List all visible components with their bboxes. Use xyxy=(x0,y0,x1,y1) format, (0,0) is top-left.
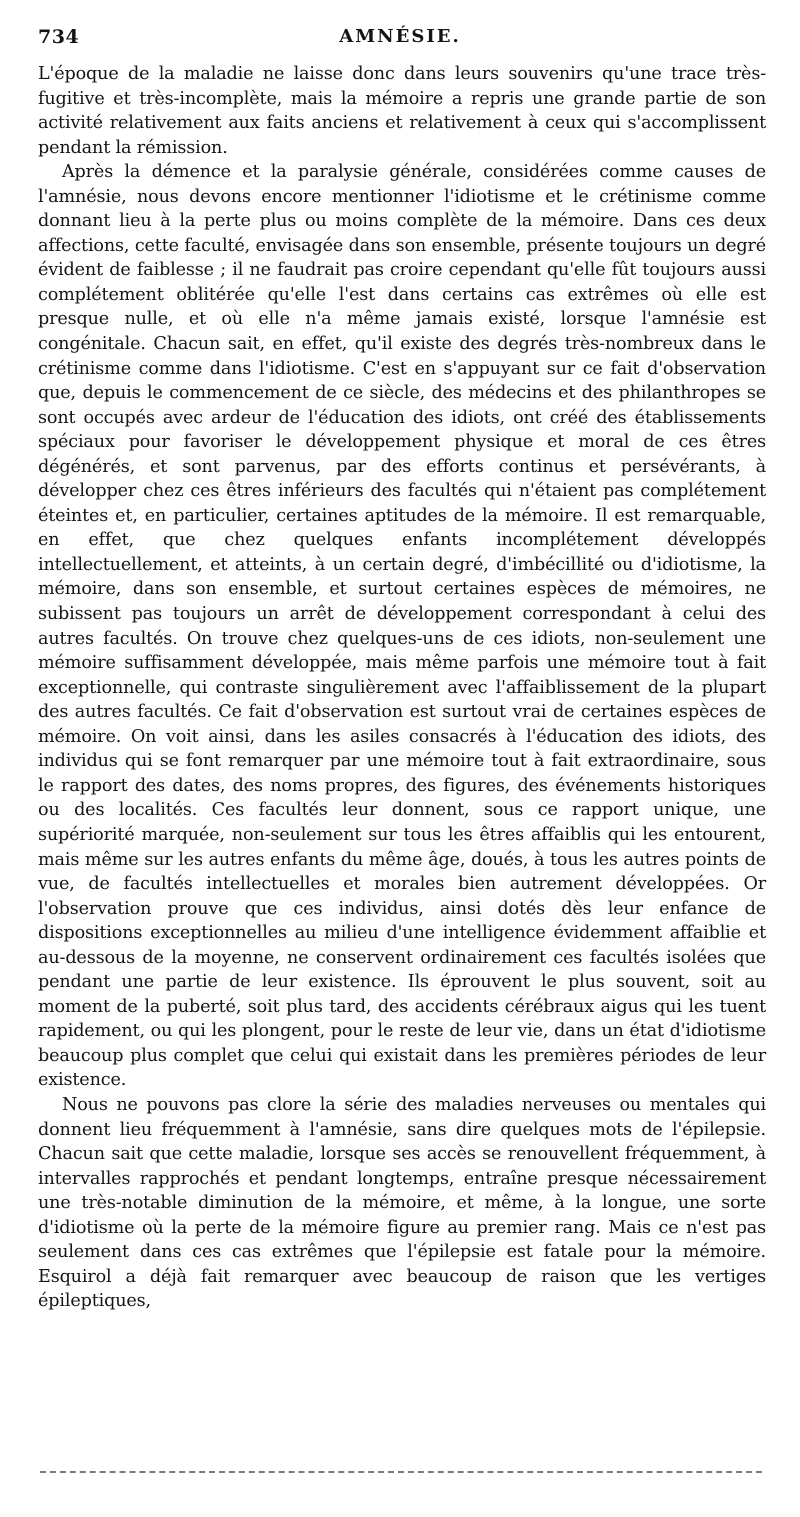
footer-rule xyxy=(40,1471,762,1473)
running-title: AMNÉSIE. xyxy=(339,26,461,47)
running-head xyxy=(38,26,762,56)
paragraph-idiotism-cretinism: Après la démence et la paralysie générale, considérées comme causes de l'amnésie, nous devons encore mentionner l'idiotisme et le crétinisme comme donnant lieu à la perte plus ou moins complète de la mémoire. Dans ces deux affections, cette faculté, envisagée dans son ensemble, présente toujours un degré évident de faiblesse ; il ne faudrait pas croire cependant qu'elle fût toujours aussi complétement oblitérée qu'elle l'est dans certains cas extrêmes où elle est presque nulle, et où elle n'a même jamais existé, lorsque l'amnésie est congénitale. Chacun sait, en effet, qu'il existe des degrés très-nombreux dans le crétinisme comme dans l'idiotisme. C'est en s'appuyant sur ce fait d'observation que, depuis le commencement de ce siècle, des médecins et des philanthropes se sont occupés avec ardeur de l'éducation des idiots, ont créé des établissements spéciaux pour favoriser le développement physique et moral de ces êtres dégénérés, et sont parvenus, par des efforts continus et persévérants, à développer chez ces êtres inférieurs des facultés qui n'étaient pas complétement éteintes et, en particulier, certaines aptitudes de la mémoire. Il est remarquable, en effet, que chez quelques enfants incomplétement développés intellectuellement, et atteints, à un certain degré, d'imbécillité ou d'idiotisme, la mémoire, dans son ensemble, et surtout certaines espèces de mémoires, ne subissent pas toujours un arrêt de développement correspondant à celui des autres facultés. On trouve chez quelques-uns de ces idiots, non-seulement une mémoire suffisamment développée, mais même parfois une mémoire tout à fait exceptionnelle, qui contraste singulièrement avec l'affaiblissement de la plupart des autres facultés. Ce fait d'observation est surtout vrai de certaines espèces de mémoire. On voit ainsi, dans les asiles consacrés à l'éducation des idiots, des individus qui se font remarquer par une mémoire tout à fait extraordinaire, sous le rapport des dates, des noms propres, des figures, des événements historiques ou des localités. Ces facultés leur donnent, sous ce rapport unique, une supériorité marquée, non-seulement sur tous les êtres affaiblis qui les entourent, mais même sur les autres enfants du même âge, doués, à tous les autres points de vue, de facultés intellectuelles et morales bien autrement développées. Or l'observation prouve que ces individus, ainsi dotés dès leur enfance de dispositions exceptionnelles au milieu d'une intelligence évidemment affaiblie et au-dessous de la moyenne, ne conservent ordinairement ces facultés isolées que pendant une partie de leur existence. Ils éprouvent le plus souvent, soit au moment de la puberté, soit plus tard, des accidents cérébraux aigus qui les tuent rapidement, ou qui les plongent, pour le reste de leur vie, dans un état d'idiotisme beaucoup plus complet que celui qui existait dans les premières périodes de leur existence. xyxy=(38,162,766,1091)
paragraph-continued-remission: L'époque de la maladie ne laisse donc dans leurs souvenirs qu'une trace très-fugitive et très-incomplète, mais la mémoire a repris une grande partie de son activité relativement aux faits anciens et relativement à ceux qui s'accomplissent pendant la rémission. xyxy=(38,64,766,158)
page-number: 734 xyxy=(38,26,80,48)
paragraph-epilepsy: Nous ne pouvons pas clore la série des maladies nerveuses ou mentales qui donnent lieu fréquemment à l'amnésie, sans dire quelques mots de l'épilepsie. Chacun sait que cette maladie, lorsque ses accès se renouvellent fréquemment, à intervalles rapprochés et pendant longtemps, entraîne presque nécessairement une très-notable diminution de la mémoire, et même, à la longue, une sorte d'idiotisme où la perte de la mémoire figure au premier rang. Mais ce n'est pas seulement dans ces cas extrêmes que l'épilepsie est fatale pour la mémoire. Esquirol a déjà fait remarquer avec beaucoup de raison que les vertiges épileptiques, xyxy=(38,1094,766,1312)
body-text xyxy=(38,62,766,1314)
